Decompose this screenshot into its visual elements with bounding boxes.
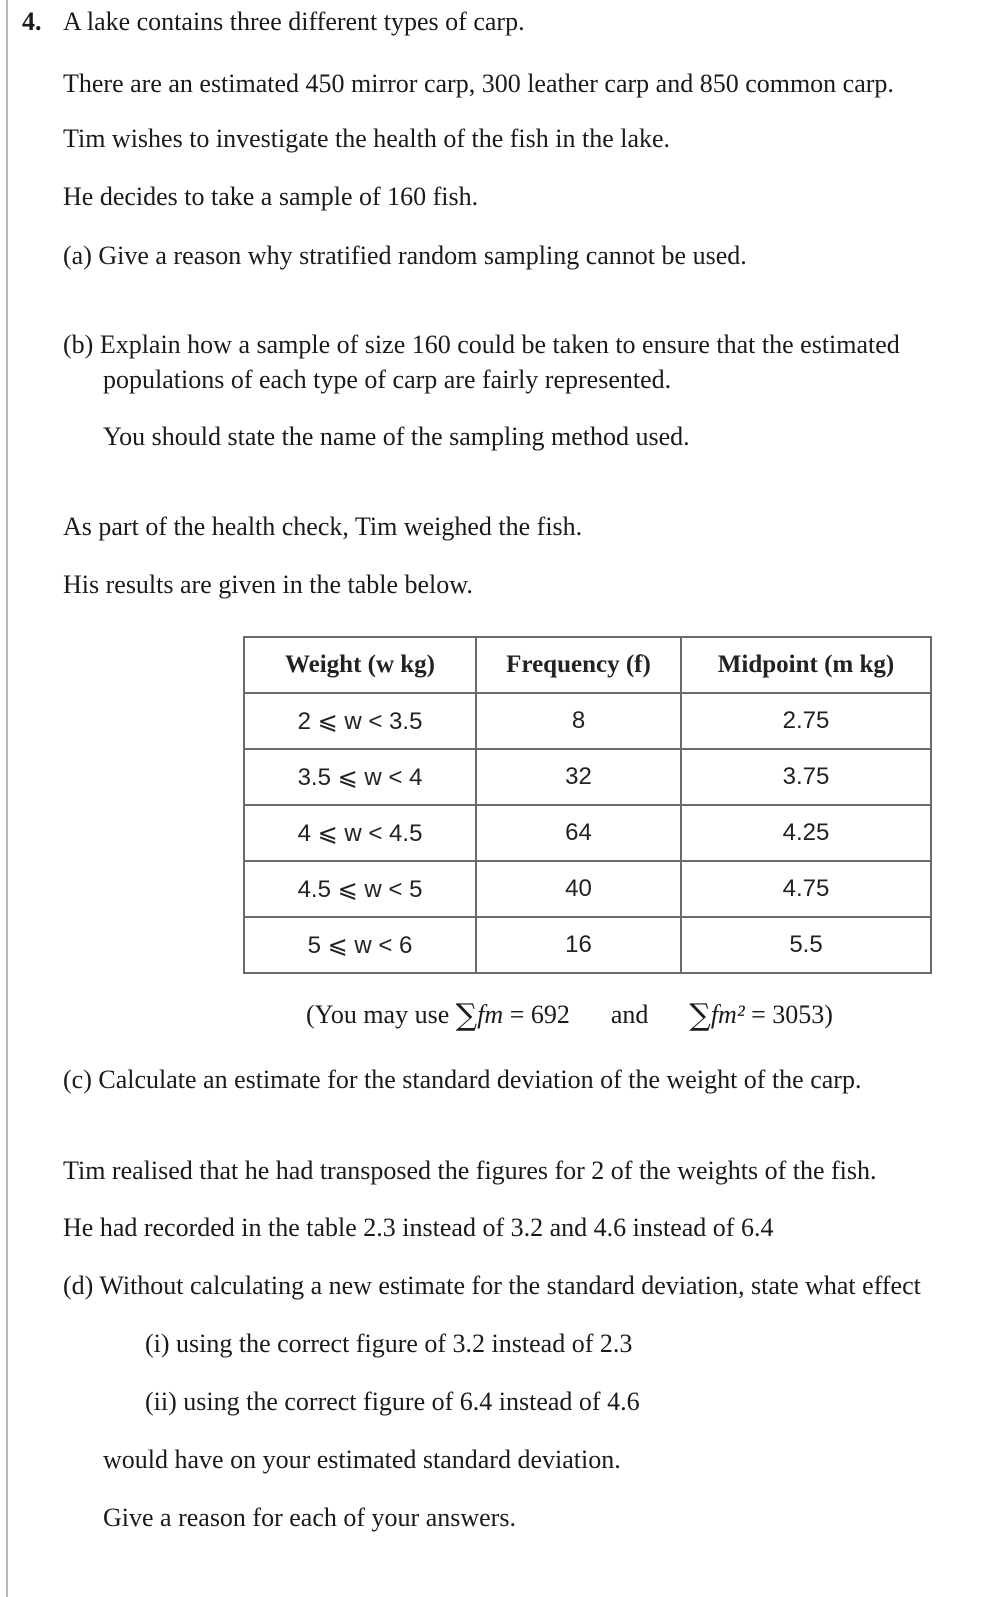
header-frequency: Frequency (f) (476, 637, 681, 693)
part-b-line-3: You should state the name of the sampling method used. (103, 422, 690, 451)
sum-fm-label: fm (477, 1000, 504, 1029)
part-c-text: (c) Calculate an estimate for the standard deviation of the weight of the carp. (63, 1065, 862, 1094)
part-d-reason: Give a reason for each of your answers. (103, 1503, 516, 1532)
part-d-ii: (ii) using the correct figure of 6.4 instead of 4.6 (145, 1387, 640, 1416)
sum-fm-value: = 692 (509, 1000, 570, 1029)
part-d-tail: would have on your estimated standard deviation. (103, 1445, 621, 1474)
sum-prefix: (You may use (306, 1000, 450, 1029)
table-row (244, 805, 931, 861)
cell-frequency: 8 (476, 693, 681, 749)
cell-frequency: 64 (476, 805, 681, 861)
cell-weight: 4 ⩽ w < 4.5 (244, 805, 476, 861)
cell-frequency: 32 (476, 749, 681, 805)
cell-midpoint: 4.75 (681, 861, 931, 917)
cell-frequency: 40 (476, 861, 681, 917)
transposed-line-2: He had recorded in the table 2.3 instead of 3.2 and 4.6 instead of 6.4 (63, 1213, 774, 1242)
part-b-line-1: (b) Explain how a sample of size 160 could be taken to ensure that the estimated (63, 330, 900, 359)
cell-weight: 5 ⩽ w < 6 (244, 917, 476, 973)
table-row (244, 917, 931, 973)
table-row (244, 693, 931, 749)
question-number: 4. (22, 7, 42, 36)
cell-midpoint: 5.5 (681, 917, 931, 973)
part-d-i: (i) using the correct figure of 3.2 instead of 2.3 (145, 1329, 633, 1358)
sum-fm2-label: fm² (710, 1000, 745, 1029)
intro-line-1: A lake contains three different types of carp. (63, 7, 525, 36)
context-line-2: His results are given in the table below. (63, 570, 473, 599)
table-row (244, 861, 931, 917)
cell-midpoint: 4.25 (681, 805, 931, 861)
cell-weight: 2 ⩽ w < 3.5 (244, 693, 476, 749)
transposed-line-1: Tim realised that he had transposed the figures for 2 of the weights of the fish. (63, 1156, 877, 1185)
part-a-text: (a) Give a reason why stratified random sampling cannot be used. (63, 241, 747, 270)
margin-line (6, 0, 8, 1597)
header-midpoint: Midpoint (m kg) (681, 637, 931, 693)
table-header-row (244, 637, 931, 693)
cell-midpoint: 2.75 (681, 693, 931, 749)
header-weight: Weight (w kg) (244, 637, 476, 693)
cell-weight: 3.5 ⩽ w < 4 (244, 749, 476, 805)
weights-table (243, 636, 932, 974)
cell-midpoint: 3.75 (681, 749, 931, 805)
summary-statistics (306, 998, 833, 1033)
part-b-line-2: populations of each type of carp are fairly represented. (103, 365, 672, 394)
cell-weight: 4.5 ⩽ w < 5 (244, 861, 476, 917)
sigma-symbol: ∑ (689, 998, 711, 1033)
sum-and: and (610, 1000, 649, 1029)
sum-fm2-value: = 3053) (751, 1000, 833, 1029)
cell-frequency: 16 (476, 917, 681, 973)
intro-line-3: Tim wishes to investigate the health of the fish in the lake. (63, 124, 671, 153)
sigma-symbol: ∑ (455, 998, 478, 1033)
table-row (244, 749, 931, 805)
intro-line-4: He decides to take a sample of 160 fish. (63, 182, 479, 211)
part-d-stem: (d) Without calculating a new estimate for the standard deviation, state what effect (63, 1271, 921, 1300)
context-line-1: As part of the health check, Tim weighed the fish. (63, 512, 583, 541)
intro-line-2: There are an estimated 450 mirror carp, 300 leather carp and 850 common carp. (63, 69, 894, 98)
